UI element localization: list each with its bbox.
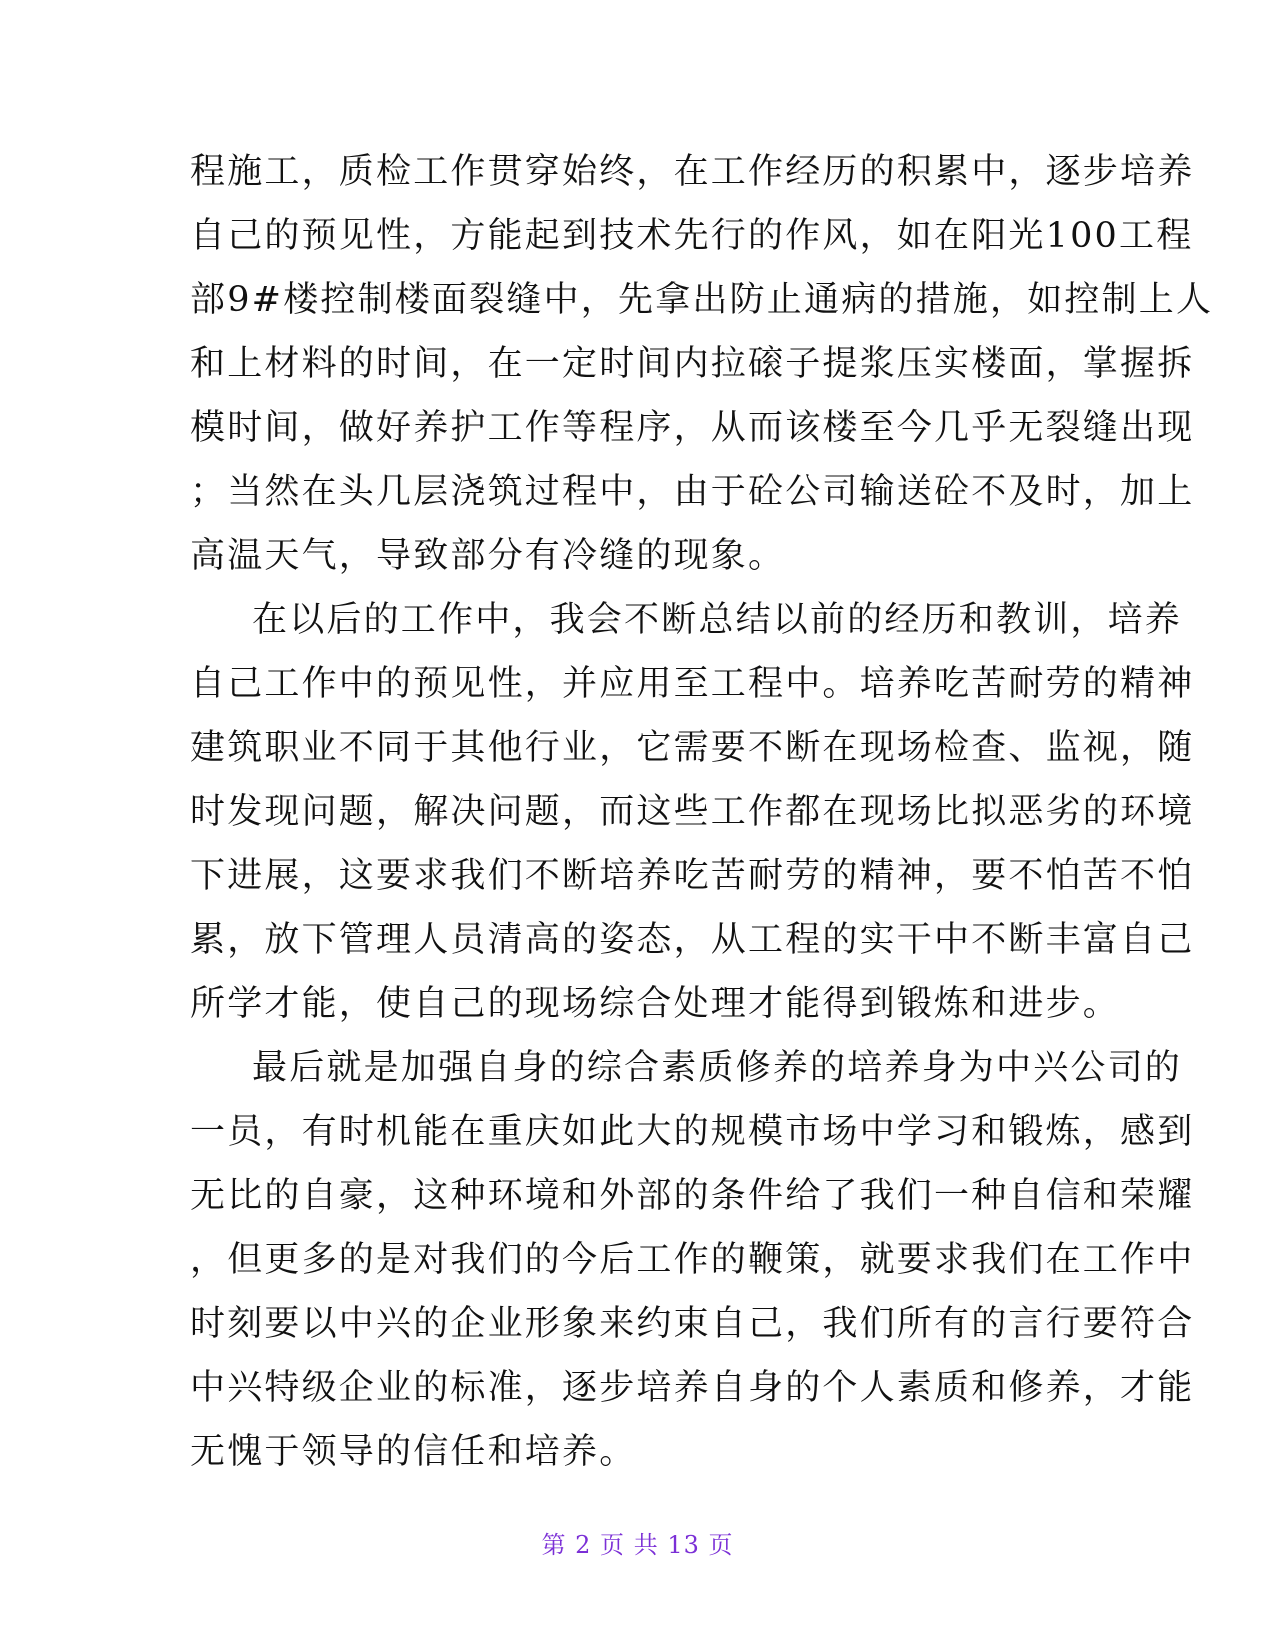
text-line: 最后就是加强自身的综合素质修养的培养身为中兴公司的 (252, 1048, 1183, 1088)
text-line: 和上材料的时间，在一定时间内拉磙子提浆压实楼面，掌握拆 (190, 344, 1195, 384)
page-footer (0, 1525, 1275, 1560)
text-line: 无愧于领导的信任和培养。 (190, 1432, 637, 1472)
text-line: 无比的自豪，这种环境和外部的条件给了我们一种自信和荣耀 (190, 1176, 1195, 1216)
text-line: 下进展，这要求我们不断培养吃苦耐劳的精神，要不怕苦不怕 (190, 856, 1195, 896)
text-line: 建筑职业不同于其他行业，它需要不断在现场检查、监视，随 (190, 728, 1195, 768)
text-line: 模时间，做好养护工作等程序，从而该楼至今几乎无裂缝出现 (190, 408, 1195, 448)
text-line: 部9#楼控制楼面裂缝中，先拿出防止通病的措施，如控制上人 (190, 280, 1214, 320)
document-body (190, 140, 1214, 1484)
text-line: ，但更多的是对我们的今后工作的鞭策，就要求我们在工作中 (190, 1240, 1195, 1280)
text-line: ；当然在头几层浇筑过程中，由于砼公司输送砼不及时，加上 (190, 472, 1195, 512)
text-line: 时发现问题，解决问题，而这些工作都在现场比拟恶劣的环境 (190, 792, 1195, 832)
footer-suffix: 页 (708, 1531, 734, 1559)
text-line: 自己的预见性，方能起到技术先行的作风，如在阳光100工程 (190, 216, 1194, 256)
footer-prefix: 第 (541, 1531, 567, 1559)
footer-page-word: 页 (600, 1531, 626, 1559)
text-line: 所学才能，使自己的现场综合处理才能得到锻炼和进步。 (190, 984, 1121, 1024)
text-line: 一员，有时机能在重庆如此大的规模市场中学习和锻炼，感到 (190, 1112, 1195, 1152)
text-line: 时刻要以中兴的企业形象来约束自己，我们所有的言行要符合 (190, 1304, 1195, 1344)
text-line: 中兴特级企业的标准，逐步培养自身的个人素质和修养，才能 (190, 1368, 1195, 1408)
paragraph-2 (190, 588, 1195, 1036)
text-line: 程施工，质检工作贯穿始终，在工作经历的积累中，逐步培养 (190, 152, 1195, 192)
paragraph-3 (190, 1036, 1195, 1484)
footer-total-word: 共 (633, 1531, 659, 1559)
paragraph-1 (190, 140, 1214, 588)
text-line: 累，放下管理人员清高的姿态，从工程的实干中不断丰富自己 (190, 920, 1195, 960)
text-line: 自己工作中的预见性，并应用至工程中。培养吃苦耐劳的精神 (190, 664, 1195, 704)
text-line: 高温天气，导致部分有冷缝的现象。 (190, 536, 786, 576)
footer-total-pages: 13 (667, 1531, 700, 1559)
text-line: 在以后的工作中，我会不断总结以前的经历和教训，培养 (252, 600, 1183, 640)
footer-current-page: 2 (575, 1531, 592, 1559)
